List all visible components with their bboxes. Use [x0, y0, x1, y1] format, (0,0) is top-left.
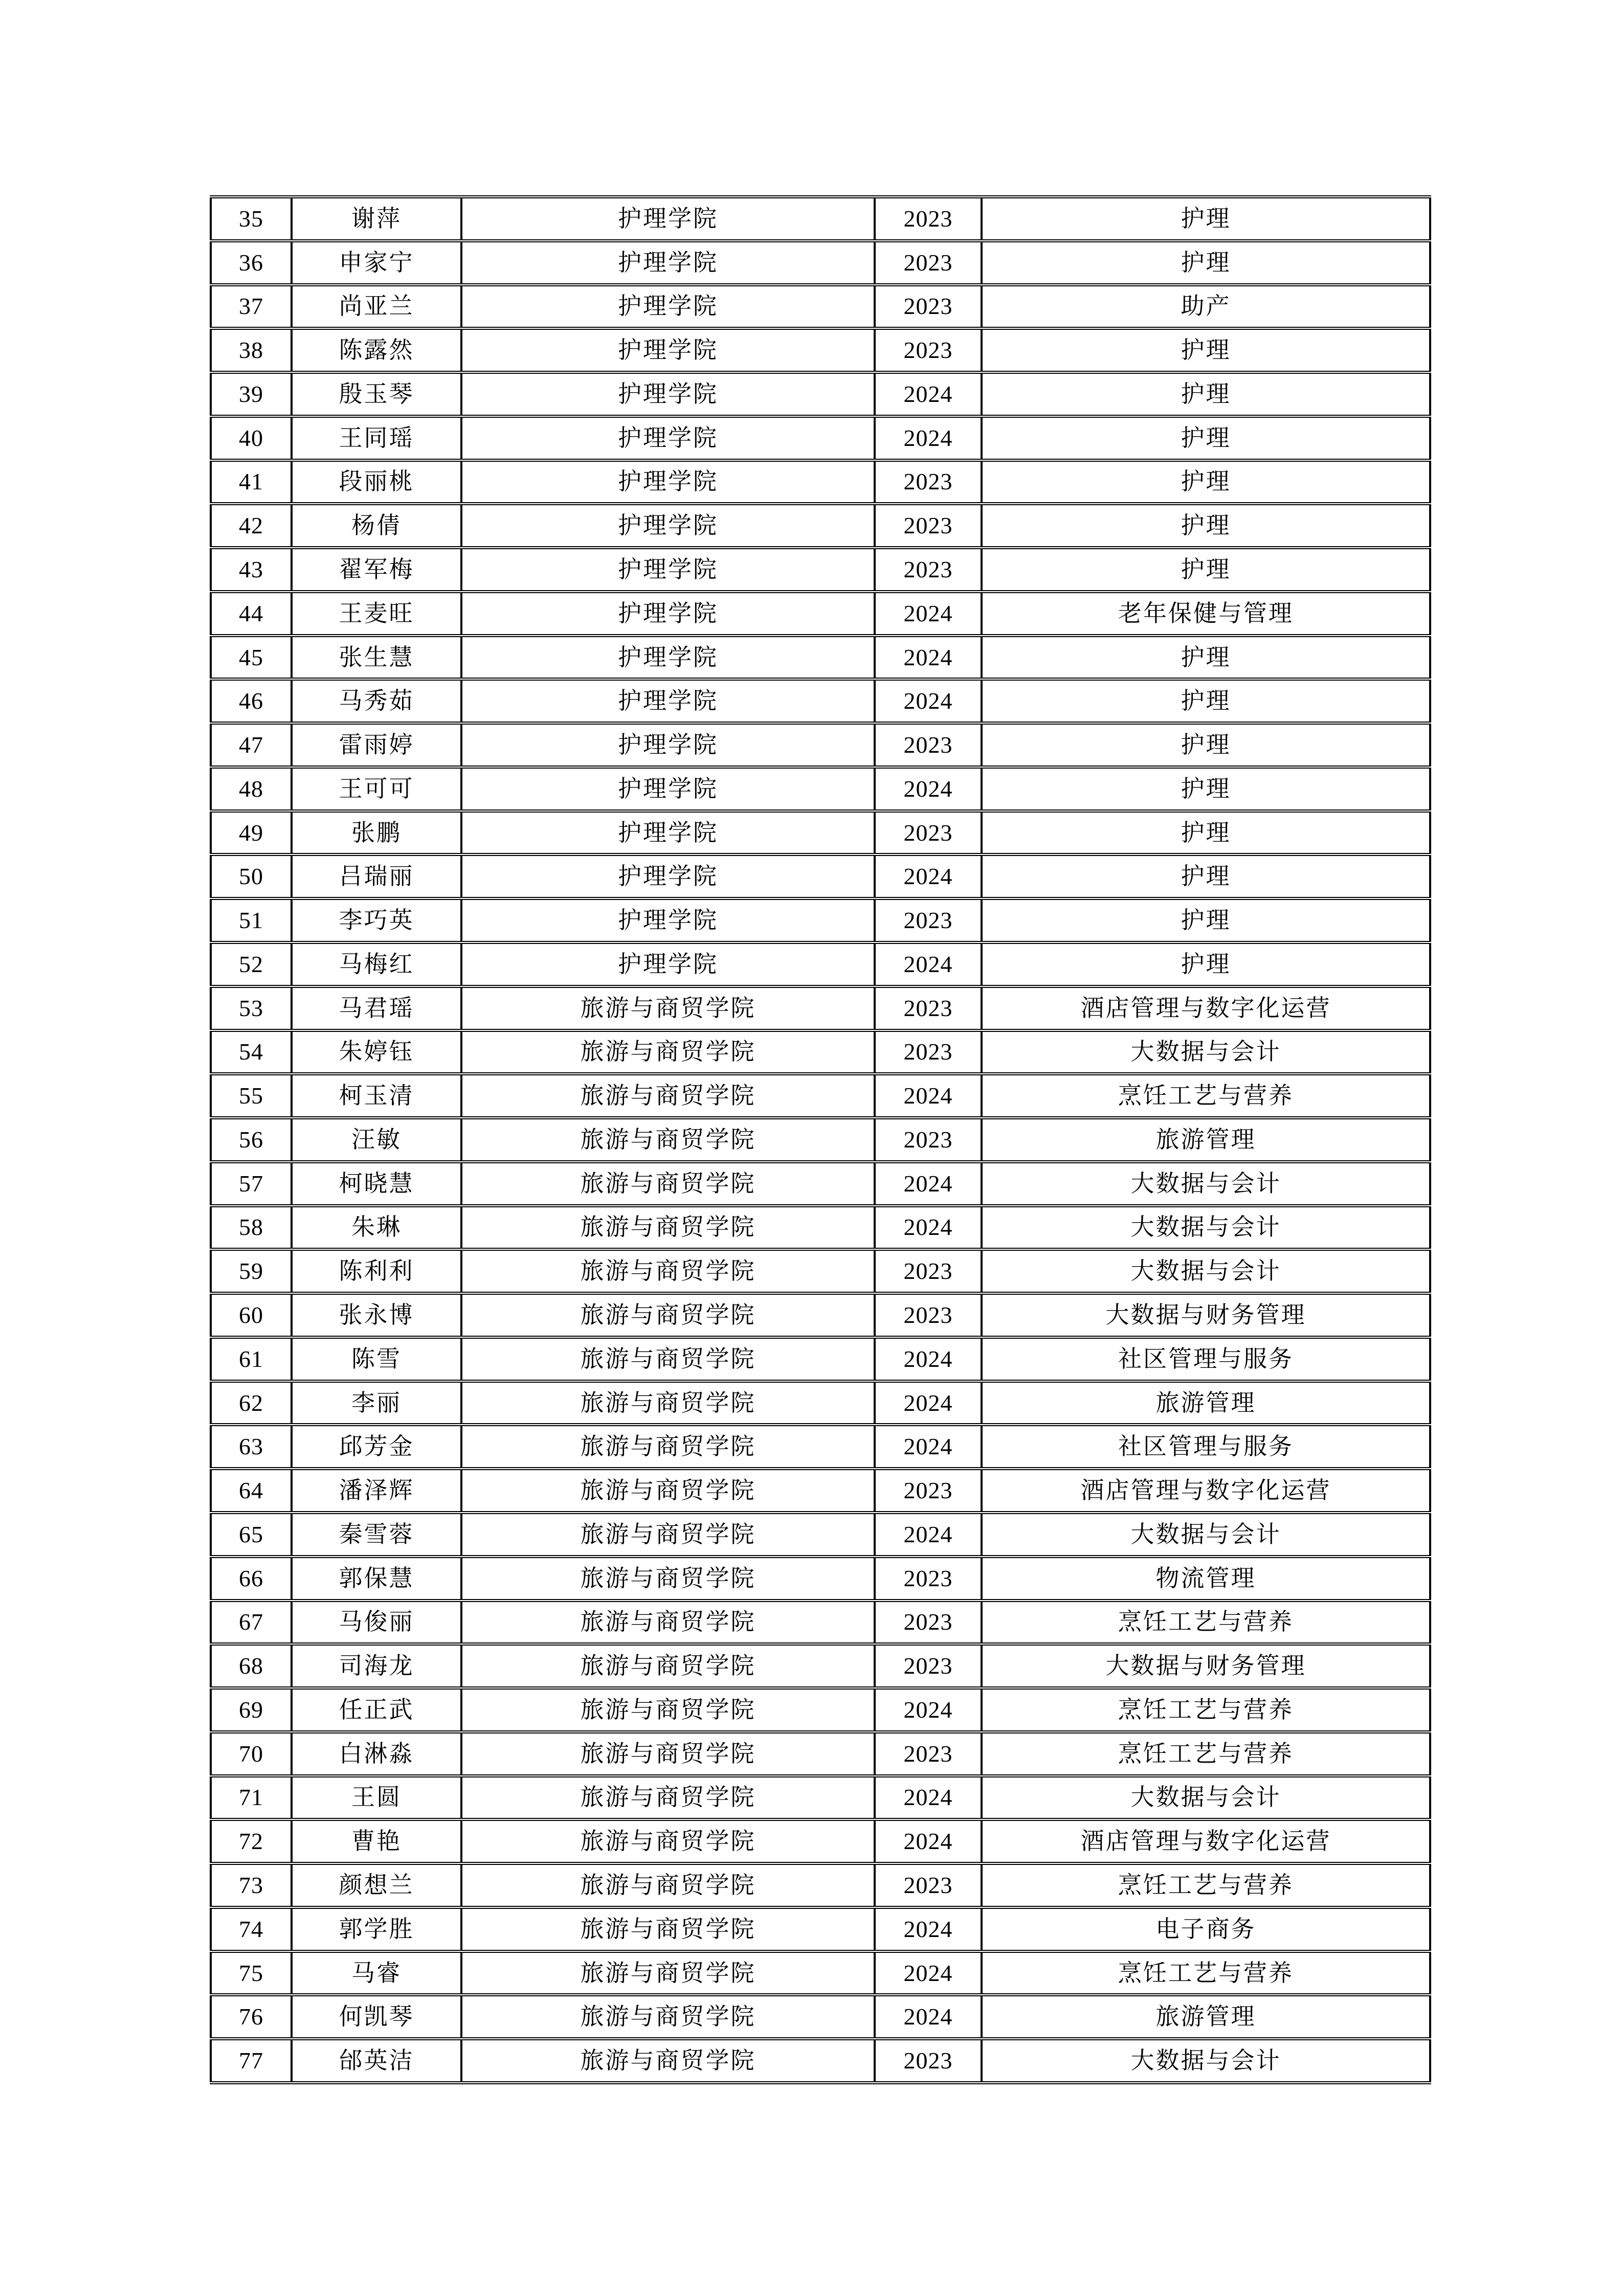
cell-name: 颜想兰	[292, 1863, 461, 1907]
cell-college: 旅游与商贸学院	[461, 1118, 875, 1162]
cell-major: 旅游管理	[982, 1381, 1430, 1425]
table-row	[211, 241, 1430, 285]
cell-year: 2024	[875, 1776, 982, 1820]
cell-no: 74	[211, 1907, 292, 1951]
cell-name: 尚亚兰	[292, 285, 461, 329]
cell-name: 翟军梅	[292, 548, 461, 592]
cell-college: 旅游与商贸学院	[461, 986, 875, 1030]
cell-year: 2024	[875, 1995, 982, 2039]
table-row	[211, 767, 1430, 811]
cell-major: 大数据与会计	[982, 1249, 1430, 1293]
cell-year: 2024	[875, 854, 982, 898]
cell-year: 2023	[875, 2039, 982, 2083]
cell-name: 张生慧	[292, 636, 461, 680]
cell-college: 护理学院	[461, 636, 875, 680]
cell-no: 46	[211, 679, 292, 723]
cell-name: 潘泽辉	[292, 1469, 461, 1513]
cell-no: 71	[211, 1776, 292, 1820]
cell-name: 马秀茹	[292, 679, 461, 723]
cell-year: 2023	[875, 898, 982, 942]
cell-major: 烹饪工艺与营养	[982, 1601, 1430, 1645]
cell-no: 43	[211, 548, 292, 592]
cell-college: 旅游与商贸学院	[461, 1381, 875, 1425]
table-row	[211, 1907, 1430, 1951]
cell-major: 烹饪工艺与营养	[982, 1732, 1430, 1776]
cell-major: 护理	[982, 679, 1430, 723]
cell-college: 旅游与商贸学院	[461, 1469, 875, 1513]
cell-year: 2024	[875, 1381, 982, 1425]
cell-no: 57	[211, 1162, 292, 1206]
table-row	[211, 197, 1430, 241]
table-row	[211, 1425, 1430, 1469]
cell-major: 烹饪工艺与营养	[982, 1863, 1430, 1907]
cell-no: 65	[211, 1513, 292, 1557]
cell-name: 王圆	[292, 1776, 461, 1820]
table-row	[211, 1688, 1430, 1732]
table-row	[211, 592, 1430, 636]
cell-college: 旅游与商贸学院	[461, 1951, 875, 1995]
cell-no: 35	[211, 197, 292, 241]
cell-year: 2024	[875, 1907, 982, 1951]
cell-no: 69	[211, 1688, 292, 1732]
cell-name: 陈利利	[292, 1249, 461, 1293]
cell-major: 社区管理与服务	[982, 1337, 1430, 1381]
cell-year: 2024	[875, 636, 982, 680]
cell-college: 旅游与商贸学院	[461, 1688, 875, 1732]
cell-major: 老年保健与管理	[982, 592, 1430, 636]
cell-year: 2024	[875, 679, 982, 723]
cell-major: 护理	[982, 942, 1430, 986]
cell-major: 护理	[982, 811, 1430, 855]
cell-no: 44	[211, 592, 292, 636]
table-row	[211, 854, 1430, 898]
cell-no: 68	[211, 1644, 292, 1688]
cell-no: 36	[211, 241, 292, 285]
table-row	[211, 636, 1430, 680]
cell-no: 41	[211, 460, 292, 504]
cell-year: 2023	[875, 1293, 982, 1337]
cell-no: 55	[211, 1074, 292, 1118]
cell-major: 护理	[982, 636, 1430, 680]
cell-year: 2024	[875, 1513, 982, 1557]
cell-major: 大数据与会计	[982, 1162, 1430, 1206]
cell-major: 助产	[982, 285, 1430, 329]
cell-college: 旅游与商贸学院	[461, 1030, 875, 1074]
cell-year: 2024	[875, 1688, 982, 1732]
cell-year: 2024	[875, 416, 982, 460]
table-row	[211, 1732, 1430, 1776]
cell-name: 何凯琴	[292, 1995, 461, 2039]
cell-college: 护理学院	[461, 504, 875, 548]
cell-year: 2023	[875, 1732, 982, 1776]
cell-no: 47	[211, 723, 292, 767]
cell-major: 电子商务	[982, 1907, 1430, 1951]
cell-year: 2023	[875, 1249, 982, 1293]
cell-name: 马君瑶	[292, 986, 461, 1030]
table-row	[211, 1381, 1430, 1425]
cell-major: 护理	[982, 328, 1430, 372]
cell-year: 2023	[875, 1863, 982, 1907]
student-roster-table	[210, 195, 1431, 2084]
cell-major: 烹饪工艺与营养	[982, 1074, 1430, 1118]
table-row	[211, 1513, 1430, 1557]
table-row	[211, 372, 1430, 416]
table-row	[211, 942, 1430, 986]
cell-college: 旅游与商贸学院	[461, 1644, 875, 1688]
table-row	[211, 1337, 1430, 1381]
cell-major: 大数据与会计	[982, 1776, 1430, 1820]
cell-name: 郭保慧	[292, 1557, 461, 1601]
cell-college: 护理学院	[461, 460, 875, 504]
cell-year: 2023	[875, 1030, 982, 1074]
table-row	[211, 1557, 1430, 1601]
table-row	[211, 1601, 1430, 1645]
cell-college: 旅游与商贸学院	[461, 1206, 875, 1250]
cell-name: 谢萍	[292, 197, 461, 241]
cell-major: 旅游管理	[982, 1118, 1430, 1162]
cell-name: 陈雪	[292, 1337, 461, 1381]
cell-name: 杨倩	[292, 504, 461, 548]
cell-no: 76	[211, 1995, 292, 2039]
cell-college: 护理学院	[461, 241, 875, 285]
cell-major: 烹饪工艺与营养	[982, 1688, 1430, 1732]
cell-college: 护理学院	[461, 592, 875, 636]
cell-year: 2024	[875, 372, 982, 416]
cell-major: 酒店管理与数字化运营	[982, 986, 1430, 1030]
table-row	[211, 1819, 1430, 1863]
cell-college: 旅游与商贸学院	[461, 1557, 875, 1601]
table-row	[211, 898, 1430, 942]
cell-college: 旅游与商贸学院	[461, 1907, 875, 1951]
cell-major: 护理	[982, 723, 1430, 767]
table-row	[211, 723, 1430, 767]
cell-no: 52	[211, 942, 292, 986]
cell-no: 40	[211, 416, 292, 460]
cell-name: 王同瑶	[292, 416, 461, 460]
cell-college: 护理学院	[461, 328, 875, 372]
cell-major: 社区管理与服务	[982, 1425, 1430, 1469]
table-row	[211, 328, 1430, 372]
cell-name: 陈露然	[292, 328, 461, 372]
cell-year: 2024	[875, 1337, 982, 1381]
cell-name: 马睿	[292, 1951, 461, 1995]
cell-no: 37	[211, 285, 292, 329]
table-row	[211, 1162, 1430, 1206]
cell-name: 柯玉清	[292, 1074, 461, 1118]
cell-name: 秦雪蓉	[292, 1513, 461, 1557]
cell-college: 旅游与商贸学院	[461, 2039, 875, 2083]
table-row	[211, 1995, 1430, 2039]
cell-year: 2023	[875, 723, 982, 767]
cell-year: 2023	[875, 986, 982, 1030]
cell-college: 护理学院	[461, 372, 875, 416]
cell-name: 白淋淼	[292, 1732, 461, 1776]
cell-year: 2023	[875, 1601, 982, 1645]
table-row	[211, 1776, 1430, 1820]
cell-college: 旅游与商贸学院	[461, 1249, 875, 1293]
cell-no: 77	[211, 2039, 292, 2083]
cell-name: 任正武	[292, 1688, 461, 1732]
cell-no: 38	[211, 328, 292, 372]
cell-year: 2023	[875, 811, 982, 855]
cell-college: 护理学院	[461, 854, 875, 898]
cell-major: 护理	[982, 416, 1430, 460]
cell-no: 50	[211, 854, 292, 898]
cell-no: 51	[211, 898, 292, 942]
cell-year: 2024	[875, 1206, 982, 1250]
table-row	[211, 811, 1430, 855]
cell-major: 烹饪工艺与营养	[982, 1951, 1430, 1995]
cell-name: 申家宁	[292, 241, 461, 285]
cell-no: 60	[211, 1293, 292, 1337]
cell-no: 58	[211, 1206, 292, 1250]
cell-year: 2023	[875, 285, 982, 329]
cell-major: 护理	[982, 898, 1430, 942]
table-row	[211, 986, 1430, 1030]
cell-year: 2024	[875, 1162, 982, 1206]
table-row	[211, 285, 1430, 329]
cell-year: 2023	[875, 504, 982, 548]
cell-major: 大数据与会计	[982, 1030, 1430, 1074]
cell-college: 旅游与商贸学院	[461, 1074, 875, 1118]
cell-name: 李巧英	[292, 898, 461, 942]
cell-year: 2023	[875, 1557, 982, 1601]
table-row	[211, 1863, 1430, 1907]
cell-major: 护理	[982, 504, 1430, 548]
cell-year: 2023	[875, 548, 982, 592]
cell-major: 护理	[982, 372, 1430, 416]
cell-no: 75	[211, 1951, 292, 1995]
cell-no: 61	[211, 1337, 292, 1381]
cell-no: 48	[211, 767, 292, 811]
table-row	[211, 679, 1430, 723]
table-row	[211, 1118, 1430, 1162]
cell-name: 马梅红	[292, 942, 461, 986]
cell-name: 邱芳金	[292, 1425, 461, 1469]
cell-year: 2024	[875, 942, 982, 986]
cell-no: 53	[211, 986, 292, 1030]
table-row	[211, 1644, 1430, 1688]
cell-no: 67	[211, 1601, 292, 1645]
cell-year: 2024	[875, 767, 982, 811]
cell-no: 64	[211, 1469, 292, 1513]
table-body	[211, 197, 1430, 2083]
cell-college: 护理学院	[461, 811, 875, 855]
cell-no: 42	[211, 504, 292, 548]
cell-name: 雷雨婷	[292, 723, 461, 767]
cell-major: 酒店管理与数字化运营	[982, 1819, 1430, 1863]
cell-name: 马俊丽	[292, 1601, 461, 1645]
cell-year: 2024	[875, 1819, 982, 1863]
table-row	[211, 1074, 1430, 1118]
table-row	[211, 1469, 1430, 1513]
cell-major: 物流管理	[982, 1557, 1430, 1601]
table-row	[211, 416, 1430, 460]
cell-major: 旅游管理	[982, 1995, 1430, 2039]
cell-college: 护理学院	[461, 723, 875, 767]
cell-year: 2024	[875, 1951, 982, 1995]
cell-name: 司海龙	[292, 1644, 461, 1688]
cell-no: 66	[211, 1557, 292, 1601]
cell-year: 2023	[875, 328, 982, 372]
cell-college: 旅游与商贸学院	[461, 1776, 875, 1820]
cell-no: 73	[211, 1863, 292, 1907]
cell-college: 护理学院	[461, 197, 875, 241]
cell-college: 护理学院	[461, 942, 875, 986]
cell-major: 大数据与会计	[982, 1206, 1430, 1250]
cell-major: 护理	[982, 767, 1430, 811]
cell-name: 吕瑞丽	[292, 854, 461, 898]
cell-name: 李丽	[292, 1381, 461, 1425]
cell-name: 朱婷钰	[292, 1030, 461, 1074]
cell-major: 护理	[982, 197, 1430, 241]
cell-major: 大数据与财务管理	[982, 1644, 1430, 1688]
cell-no: 72	[211, 1819, 292, 1863]
cell-name: 王麦旺	[292, 592, 461, 636]
cell-year: 2023	[875, 197, 982, 241]
cell-college: 旅游与商贸学院	[461, 1162, 875, 1206]
cell-no: 49	[211, 811, 292, 855]
cell-no: 56	[211, 1118, 292, 1162]
cell-major: 护理	[982, 854, 1430, 898]
cell-year: 2024	[875, 1074, 982, 1118]
table-row	[211, 1030, 1430, 1074]
cell-college: 旅游与商贸学院	[461, 1425, 875, 1469]
cell-year: 2023	[875, 460, 982, 504]
table-row	[211, 548, 1430, 592]
cell-college: 护理学院	[461, 898, 875, 942]
cell-no: 63	[211, 1425, 292, 1469]
cell-year: 2023	[875, 1469, 982, 1513]
cell-college: 旅游与商贸学院	[461, 1995, 875, 2039]
cell-name: 汪敏	[292, 1118, 461, 1162]
cell-college: 旅游与商贸学院	[461, 1819, 875, 1863]
cell-major: 护理	[982, 460, 1430, 504]
cell-college: 旅游与商贸学院	[461, 1601, 875, 1645]
cell-no: 59	[211, 1249, 292, 1293]
cell-year: 2023	[875, 241, 982, 285]
cell-no: 54	[211, 1030, 292, 1074]
table-row	[211, 1951, 1430, 1995]
cell-name: 段丽桃	[292, 460, 461, 504]
cell-name: 张鹏	[292, 811, 461, 855]
cell-major: 护理	[982, 241, 1430, 285]
cell-college: 旅游与商贸学院	[461, 1337, 875, 1381]
cell-name: 郭学胜	[292, 1907, 461, 1951]
cell-name: 邰英洁	[292, 2039, 461, 2083]
cell-name: 曹艳	[292, 1819, 461, 1863]
cell-college: 旅游与商贸学院	[461, 1293, 875, 1337]
cell-year: 2023	[875, 1644, 982, 1688]
cell-major: 护理	[982, 548, 1430, 592]
cell-year: 2024	[875, 1425, 982, 1469]
cell-college: 护理学院	[461, 767, 875, 811]
cell-name: 张永博	[292, 1293, 461, 1337]
cell-no: 70	[211, 1732, 292, 1776]
cell-year: 2024	[875, 592, 982, 636]
cell-major: 酒店管理与数字化运营	[982, 1469, 1430, 1513]
table-row	[211, 2039, 1430, 2083]
table-row	[211, 460, 1430, 504]
cell-college: 旅游与商贸学院	[461, 1513, 875, 1557]
table-row	[211, 1293, 1430, 1337]
cell-college: 旅游与商贸学院	[461, 1732, 875, 1776]
cell-name: 朱琳	[292, 1206, 461, 1250]
cell-name: 王可可	[292, 767, 461, 811]
cell-college: 护理学院	[461, 416, 875, 460]
cell-college: 旅游与商贸学院	[461, 1863, 875, 1907]
cell-year: 2023	[875, 1118, 982, 1162]
cell-college: 护理学院	[461, 679, 875, 723]
cell-college: 护理学院	[461, 548, 875, 592]
cell-no: 45	[211, 636, 292, 680]
cell-name: 殷玉琴	[292, 372, 461, 416]
cell-no: 62	[211, 1381, 292, 1425]
cell-name: 柯晓慧	[292, 1162, 461, 1206]
cell-major: 大数据与会计	[982, 2039, 1430, 2083]
table-row	[211, 1249, 1430, 1293]
cell-college: 护理学院	[461, 285, 875, 329]
cell-no: 39	[211, 372, 292, 416]
table-row	[211, 1206, 1430, 1250]
table-row	[211, 504, 1430, 548]
cell-major: 大数据与财务管理	[982, 1293, 1430, 1337]
cell-major: 大数据与会计	[982, 1513, 1430, 1557]
